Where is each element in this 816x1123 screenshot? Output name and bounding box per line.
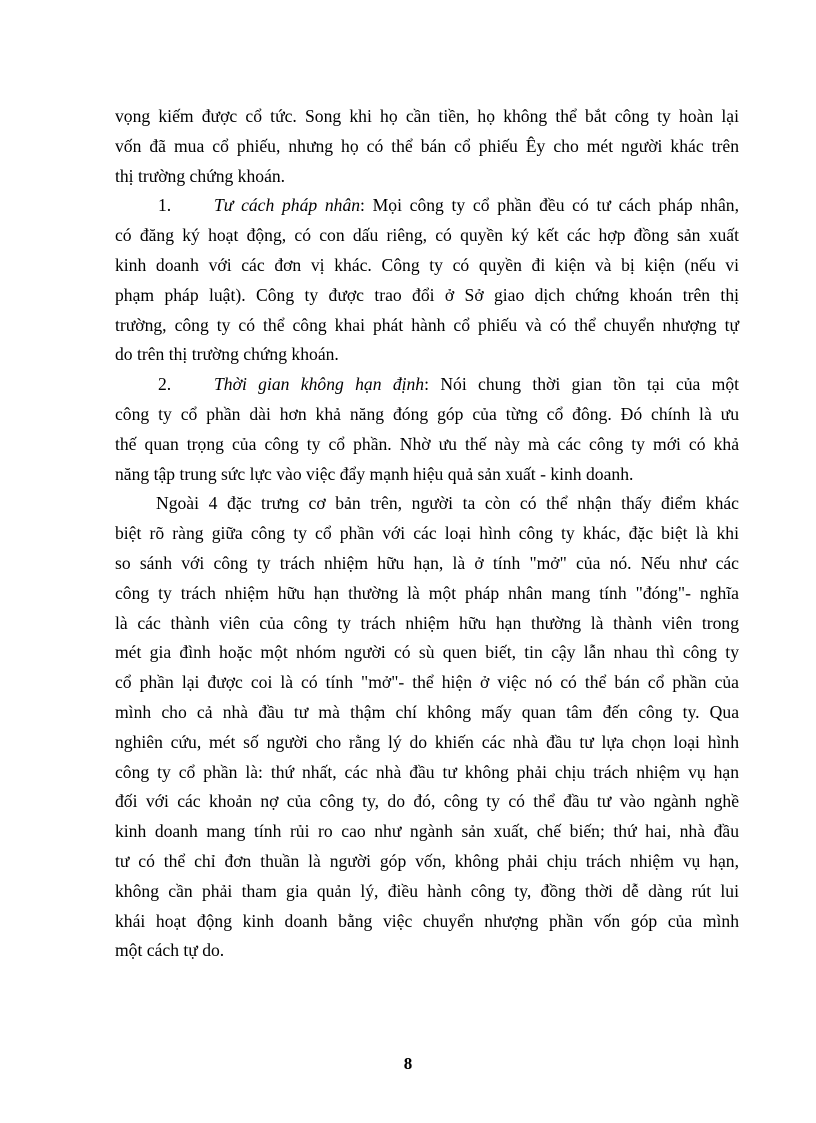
list-item-number: 1. <box>158 195 172 216</box>
text-line: mét gia đình hoặc một nhóm người có sù quen biết, tin cậy lẫn nhau thì công ty <box>115 642 739 663</box>
list-item-text: : Mọi công ty cổ phần đều có tư cách pháp nhân, <box>360 195 739 216</box>
main-paragraph <box>115 489 739 966</box>
text-line: biệt rõ ràng giữa công ty cổ phần với các loại hình công ty khác, đặc biệt là khi <box>115 523 739 544</box>
text-line: không cần phải tham gia quản lý, điều hành công ty, đồng thời dễ dàng rút lui <box>115 880 739 901</box>
list-item-first-line <box>115 191 739 221</box>
text-line: cổ phần lại được coi là có tính "mở"- thể hiện ở việc nó có thể bán cổ phần của <box>115 672 739 693</box>
intro-paragraph <box>115 102 739 191</box>
text-line: tư có thể chỉ đơn thuần là người góp vốn, không phải chịu trách nhiệm vụ hạn, <box>115 850 739 871</box>
text-line: một cách tự do. <box>115 940 225 961</box>
text-line: năng tập trung sức lực vào việc đẩy mạnh hiệu quả sản xuất - kinh doanh. <box>115 463 634 484</box>
text-line: khái hoạt động kinh doanh bằng việc chuyển nhượng phần vốn góp của mình <box>115 910 739 931</box>
list-item-2 <box>115 370 739 489</box>
text-line: thị trường chứng khoán. <box>115 165 286 186</box>
text-line: so sánh với công ty trách nhiệm hữu hạn, là ở tính "mở" của nó. Nếu như các <box>115 552 739 573</box>
list-item-text: : Nói chung thời gian tồn tại của một <box>424 374 739 395</box>
text-line: là các thành viên của công ty trách nhiệm hữu hạn thường là thành viên trong <box>115 612 739 633</box>
list-item-term: Tư cách pháp nhân <box>214 195 361 216</box>
text-line: trường, công ty có thể công khai phát hành cổ phiếu và có thể chuyển nhượng tự <box>115 314 739 335</box>
document-body <box>115 102 739 966</box>
list-item-term: Thời gian không hạn định <box>214 374 425 395</box>
text-line: nghiên cứu, mét số người cho rằng lý do khiến các nhà đầu tư lựa chọn loại hình <box>115 731 739 752</box>
text-line: vốn đã mua cổ phiếu, nhưng họ có thể bán cổ phiếu Êy cho mét người khác trên <box>115 135 739 156</box>
text-line <box>115 489 739 519</box>
list-item-number: 2. <box>158 374 172 395</box>
text-line: vọng kiếm được cổ tức. Song khi họ cần tiền, họ không thể bắt công ty hoàn lại <box>115 106 739 126</box>
paragraph-first-text: Ngoài 4 đặc trưng cơ bản trên, người ta còn có thể nhận thấy điểm khác <box>156 493 739 514</box>
page-number: 8 <box>403 1054 413 1073</box>
text-line: phạm pháp luật). Công ty được trao đổi ở Sở giao dịch chứng khoán trên thị <box>115 284 739 305</box>
text-line: công ty cổ phần là: thứ nhất, các nhà đầu tư không phải chịu trách nhiệm vụ hạn <box>115 761 739 782</box>
text-line: công ty cổ phần dài hơn khả năng đóng góp của từng cổ đông. Đó chính là ưu <box>115 403 739 424</box>
text-line: kinh doanh với các đơn vị khác. Công ty có quyền đi kiện và bị kiện (nếu vi <box>115 254 739 275</box>
text-line: đối với các khoản nợ của công ty, do đó, công ty có thể đầu tư vào ngành nghề <box>115 791 739 812</box>
list-item-first-line <box>115 370 739 400</box>
text-line: mình cho cả nhà đầu tư mà thậm chí không mấy quan tâm đến công ty. Qua <box>115 701 739 722</box>
text-line: công ty trách nhiệm hữu hạn thường là một pháp nhân mang tính "đóng"- nghĩa <box>115 582 739 603</box>
text-line: thế quan trọng của công ty cổ phần. Nhờ ưu thế này mà các công ty mới có khả <box>115 433 739 454</box>
text-line: kinh doanh mang tính rủi ro cao như ngành sản xuất, chế biến; thứ hai, nhà đầu <box>115 821 739 842</box>
list-item-1 <box>115 191 739 370</box>
text-line: do trên thị trường chứng khoán. <box>115 344 339 365</box>
text-line: có đăng ký hoạt động, có con dấu riêng, có quyền ký kết các hợp đồng sản xuất <box>115 225 739 246</box>
